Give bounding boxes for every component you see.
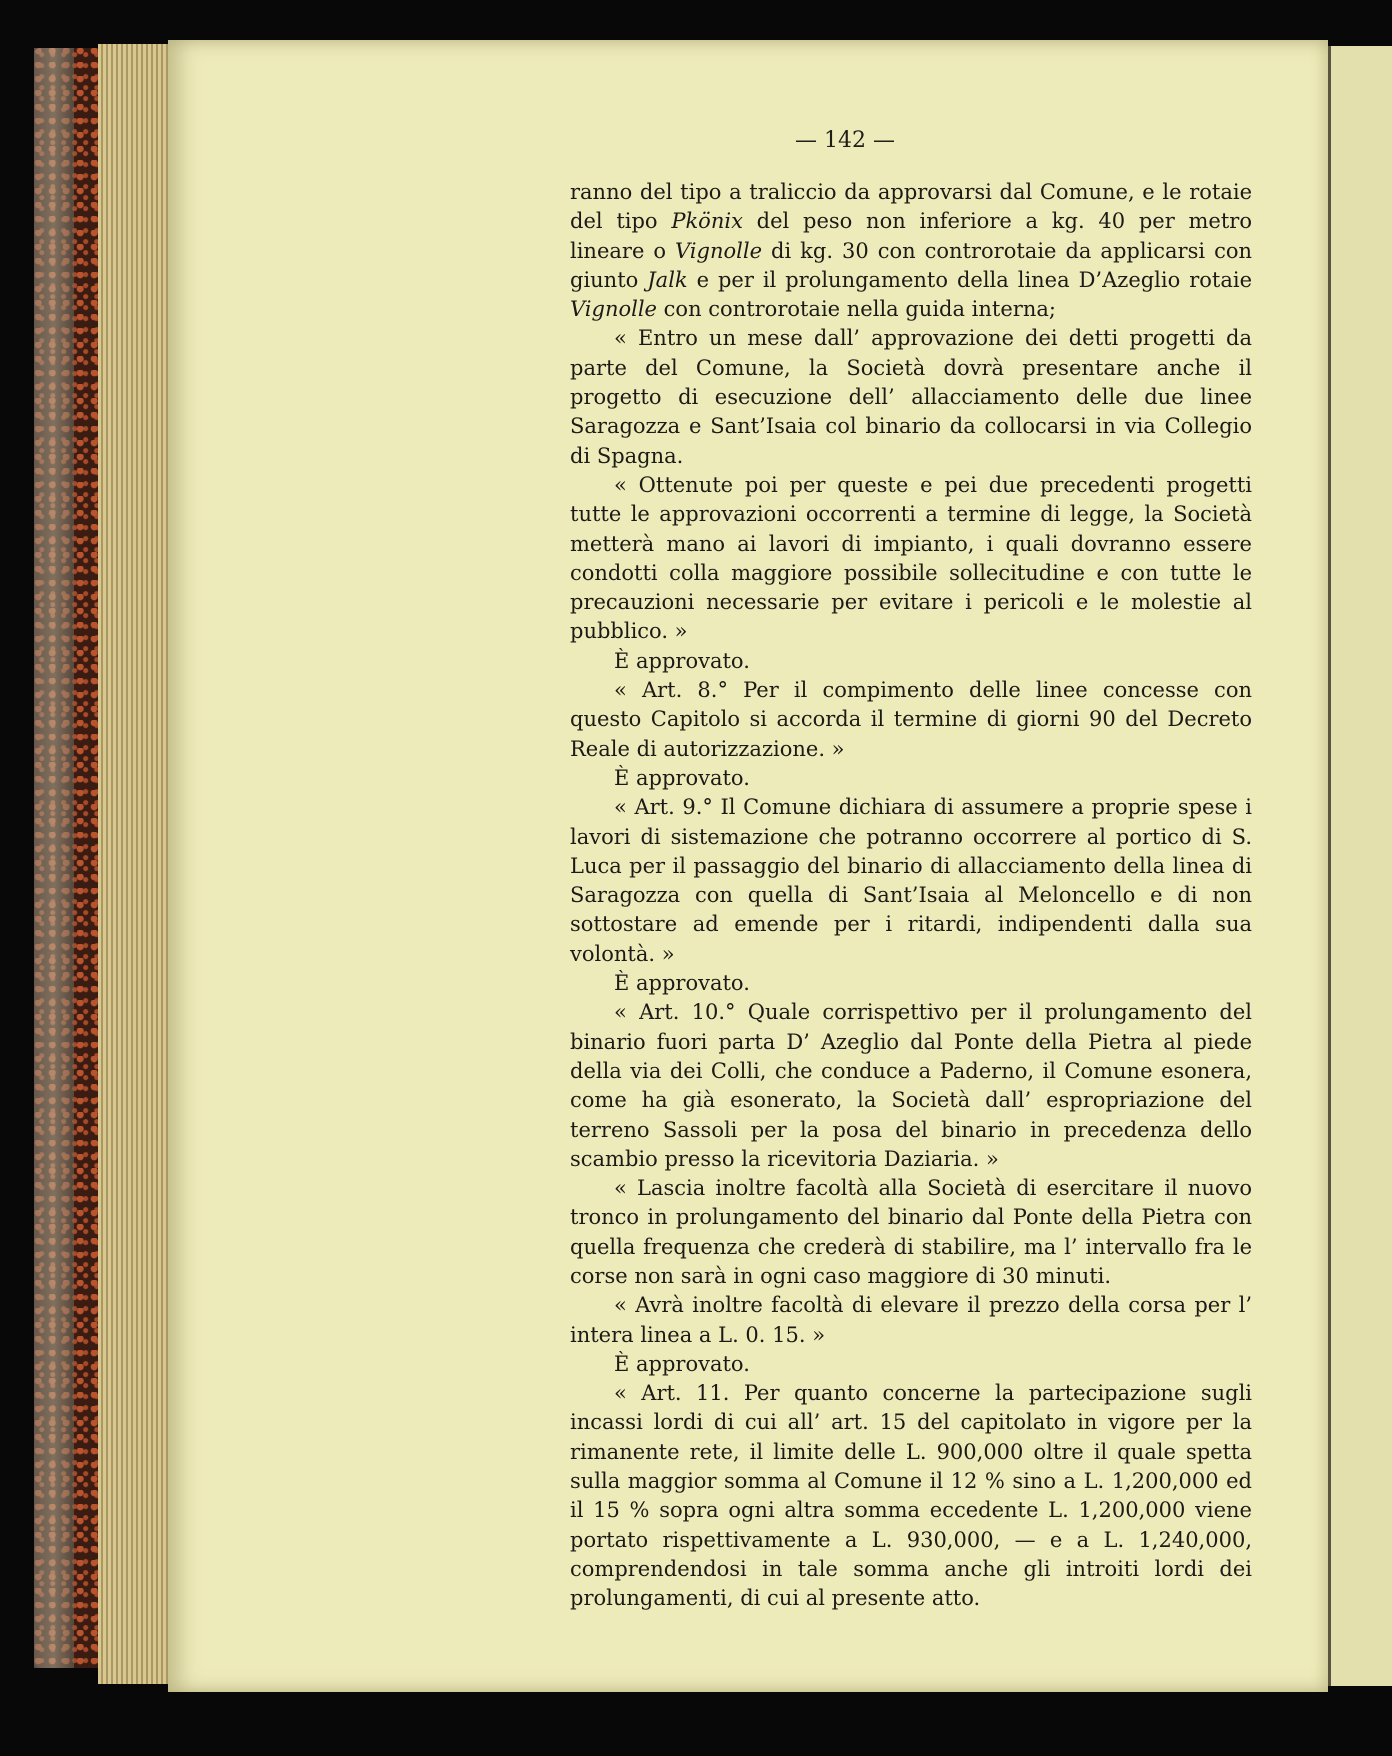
paragraph [570,1174,1252,1291]
approval-line [570,969,1252,998]
text-run: « Art. 8.° Per il compimento delle linee concesse con questo Capitolo si accorda il termine di giorni 90 del Decreto Reale di autorizzazione. » [570,678,1252,761]
text-run: ranno del tipo a traliccio da approvarsi dal Comune, e le rotaie del tipo [570,180,1252,234]
text-run: e per il prolungamento della linea D’Azeglio rotaie [687,267,1252,292]
text-run: di kg. 30 con controrotaie da applicarsi con giunto [570,238,1252,292]
text-run: È approvato. [614,765,750,790]
text-run: del peso non inferiore a kg. 40 per metro lineare o [570,209,1252,263]
approval-line [570,764,1252,793]
italic-term: Jalk [647,267,688,292]
italic-term: Vignolle [570,297,657,322]
page-body-text [570,178,1252,1614]
text-run: È approvato. [614,1351,750,1376]
text-run: È approvato. [614,648,750,673]
paragraph [570,178,1252,324]
paragraph [570,998,1252,1174]
paragraph [570,793,1252,969]
paragraph [570,1379,1252,1613]
approval-line [570,647,1252,676]
page-stack-edges [98,44,170,1684]
text-run: « Avrà inoltre facoltà di elevare il prezzo della corsa per l’ intera linea a L. 0. 15. » [570,1293,1252,1347]
text-run: con controrotaie nella guida interna; [656,297,1056,322]
paragraph [570,676,1252,764]
text-run: « Entro un mese dall’ approvazione dei detti progetti da parte del Comune, la Società dovrà presentare anche il progetto di esecuzione dell’ allacciamento delle due linee Saragozza e Sant’Isaia col binario da collocarsi in via Collegio di Spagna. [570,326,1252,468]
paragraph [570,1291,1252,1350]
text-run: È approvato. [614,971,750,996]
text-run: « Art. 10.° Quale corrispettivo per il prolungamento del binario fuori parta D’ Azeglio dal Ponte della Pietra al piede della via dei Colli, che conduce a Paderno, il Comune esonera, come ha già esonerato, la Società dall’ espropriazione del terreno Sassoli per la posa del binario in precedenza dello scambio presso la ricevitoria Daziaria. » [570,1000,1252,1171]
text-run: « Art. 9.° Il Comune dichiara di assumere a proprie spese i lavori di sistemazione che potranno occorrere al portico di S. Luca per il passaggio del binario di allacciamento della linea di Saragozza con quella di Sant’Isaia al Meloncello e di non sottostare ad emende per i ritardi, indipendenti dalla sua volontà. » [570,795,1252,966]
italic-term: Vignolle [675,238,762,263]
text-run: « Lascia inoltre facoltà alla Società di esercitare il nuovo tronco in prolungamento del binario dal Ponte della Pietra con quella frequenza che crederà di stabilire, ma l’ intervallo fra le corse non sarà in ogni caso maggiore di 30 minuti. [570,1176,1252,1288]
adjacent-page-edge [1328,46,1392,1686]
book-spine [34,48,74,1668]
paragraph [570,324,1252,470]
text-run: « Art. 11. Per quanto concerne la partecipazione sugli incassi lordi di cui all’ art. 15 del capitolato in vigore per la rimanente rete, il limite delle L. 900,000 oltre il quale spetta sulla maggior somma al Comune il 12 % sino a L. 1,200,000 ed il 15 % sopra ogni altra somma eccedente L. 1,200,000 viene portato rispettivamente a L. 930,000, — e a L. 1,240,000, comprendendosi in tale somma anche gli introiti lordi dei prolungamenti, di cui al presente atto. [570,1381,1252,1611]
text-run: « Ottenute poi per queste e pei due precedenti progetti tutte le approvazioni occorrenti a termine di legge, la Società metterà mano ai lavori di impianto, i quali dovranno essere condotti colla maggiore possibile sollecitudine e con tutte le precauzioni necessarie per evitare i pericoli e le molestie al pubblico. » [570,472,1252,644]
paragraph [570,471,1252,647]
approval-line [570,1350,1252,1379]
page-number: — 142 — [795,128,895,153]
italic-term: Pkönix [671,209,743,234]
